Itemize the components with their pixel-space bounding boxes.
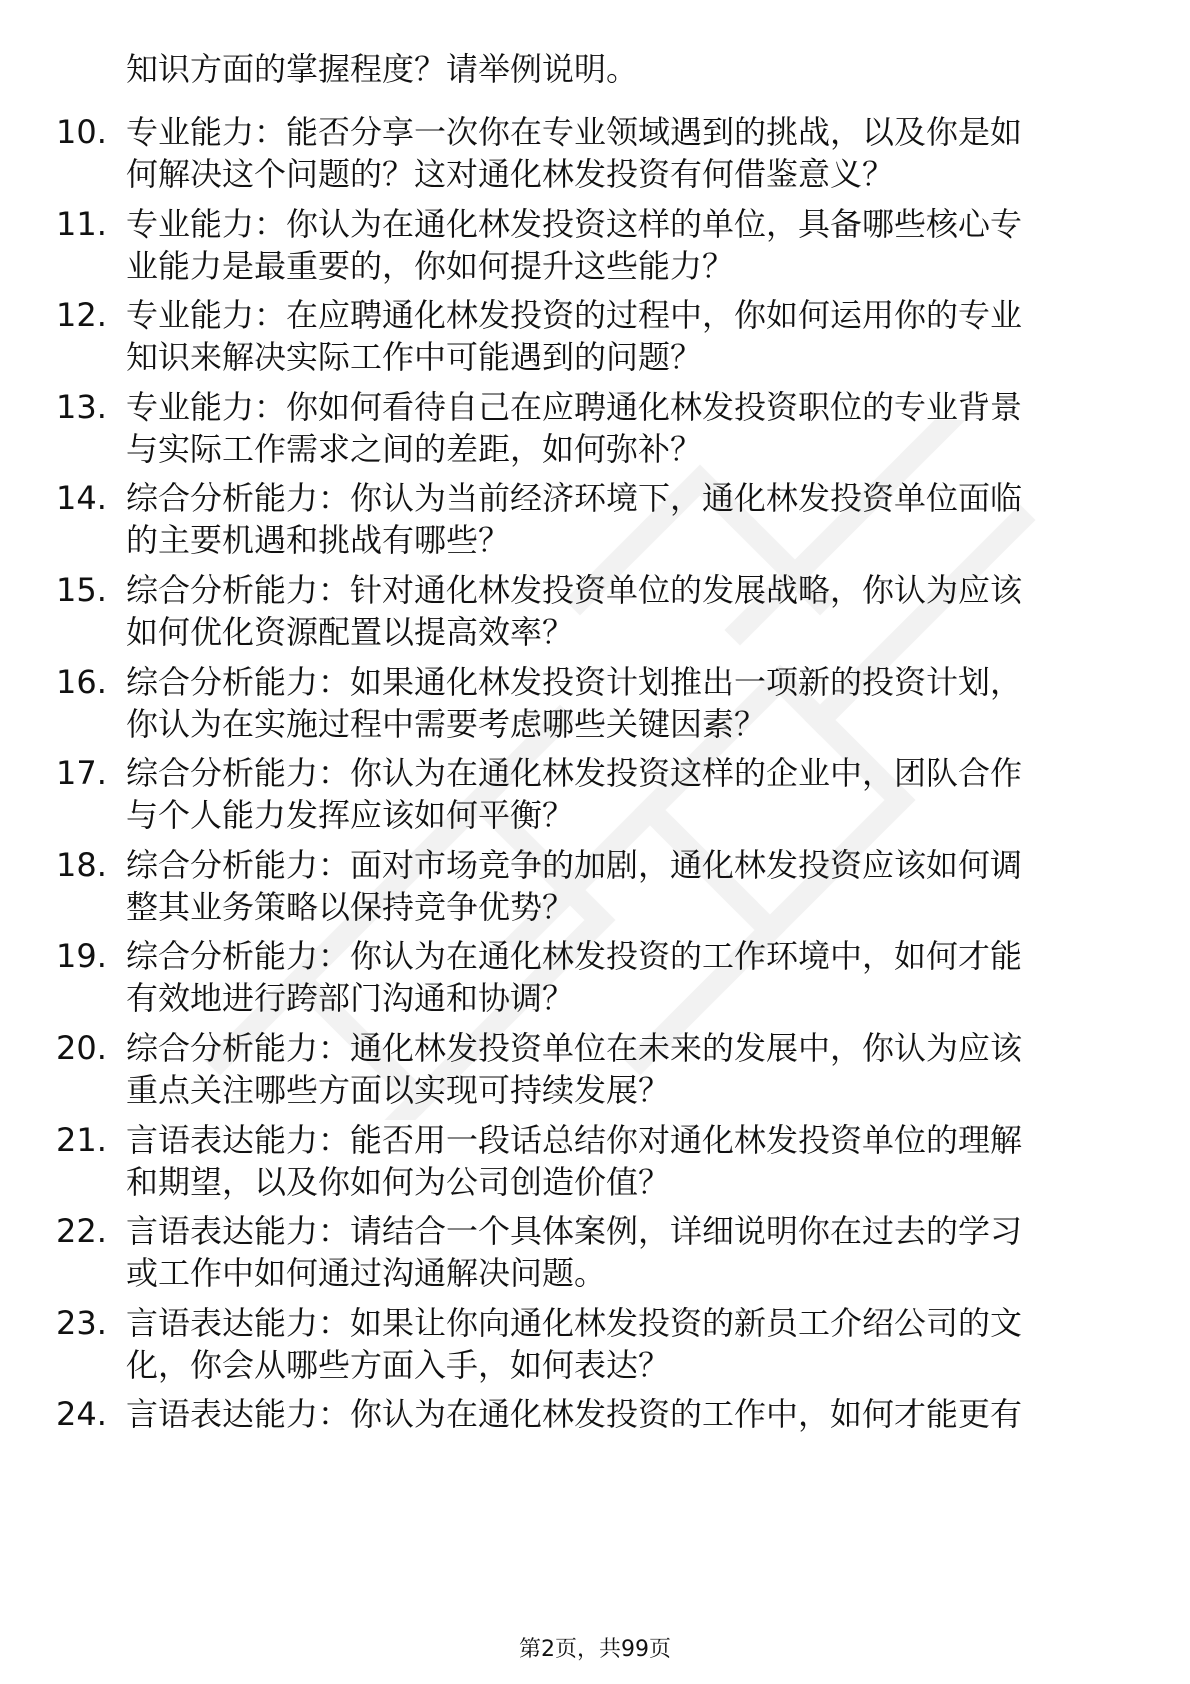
list-item [0, 932, 1190, 980]
list-item-continuation [0, 1158, 1190, 1206]
item-number: 22. [56, 1212, 107, 1250]
item-number: 19. [56, 937, 107, 975]
list-item [0, 108, 1190, 156]
list-item-continuation [0, 242, 1190, 290]
list-item [0, 1299, 1190, 1347]
list-item [0, 658, 1190, 706]
list-item-continuation [0, 1249, 1190, 1297]
item-text-line-2: 业能力是最重要的，你如何提升这些能力？ [126, 247, 735, 285]
list-item [0, 383, 1190, 431]
item-text-line-1: 专业能力：在应聘通化林发投资的过程中，你如何运用你的专业 [126, 296, 1023, 334]
list-item-continuation [0, 150, 1190, 198]
item-text-line-2: 整其业务策略以保持竞争优势？ [126, 888, 575, 926]
list-item-continuation [0, 516, 1190, 564]
item-number: 13. [56, 388, 107, 426]
item-text-line-2: 和期望，以及你如何为公司创造价值？ [126, 1163, 671, 1201]
list-item [0, 200, 1190, 248]
page-footer: 第2页，共99页 [519, 1637, 671, 1662]
list-item-continuation [0, 1341, 1190, 1389]
list-item [0, 749, 1190, 797]
item-text-line-2: 有效地进行跨部门沟通和协调？ [126, 979, 575, 1017]
item-text-line-1: 综合分析能力：针对通化林发投资单位的发展战略，你认为应该 [126, 571, 1023, 609]
item-number: 11. [56, 205, 107, 243]
item-number: 23. [56, 1304, 107, 1342]
continuation-text: 知识方面的掌握程度？请举例说明。 [126, 50, 639, 88]
item-text-line-2: 化，你会从哪些方面入手，如何表达？ [126, 1346, 671, 1384]
list-item [0, 1207, 1190, 1255]
item-text-line-1: 言语表达能力：请结合一个具体案例，详细说明你在过去的学习 [126, 1212, 1023, 1250]
item-number: 16. [56, 663, 107, 701]
item-text-line-1: 专业能力：你认为在通化林发投资这样的单位，具备哪些核心专 [126, 205, 1023, 243]
list-item-continuation [0, 700, 1190, 748]
item-number: 20. [56, 1029, 107, 1067]
item-text-line-2: 的主要机遇和挑战有哪些？ [126, 521, 511, 559]
item-text-line-1: 专业能力：你如何看待自己在应聘通化林发投资职位的专业背景 [126, 388, 1023, 426]
item-number: 12. [56, 296, 107, 334]
list-item-continuation [0, 791, 1190, 839]
item-text-line-1: 综合分析能力：你认为在通化林发投资这样的企业中，团队合作 [126, 754, 1023, 792]
item-text-line-2: 或工作中如何通过沟通解决问题。 [126, 1254, 607, 1292]
item-number: 24. [56, 1395, 107, 1433]
item-text-line-1: 综合分析能力：通化林发投资单位在未来的发展中，你认为应该 [126, 1029, 1023, 1067]
item-number: 15. [56, 571, 107, 609]
item-number: 21. [56, 1121, 107, 1159]
item-text-line-1: 专业能力：能否分享一次你在专业领域遇到的挑战，以及你是如 [126, 113, 1023, 151]
list-item-continuation [0, 974, 1190, 1022]
item-number: 18. [56, 846, 107, 884]
item-text-line-2: 重点关注哪些方面以实现可持续发展？ [126, 1071, 671, 1109]
item-text-line-1: 综合分析能力：你认为在通化林发投资的工作环境中，如何才能 [126, 937, 1023, 975]
list-item [0, 474, 1190, 522]
item-text-line-1: 言语表达能力：能否用一段话总结你对通化林发投资单位的理解 [126, 1121, 1023, 1159]
item-text-line-1: 综合分析能力：你认为当前经济环境下，通化林发投资单位面临 [126, 479, 1023, 517]
list-item-continuation [0, 425, 1190, 473]
list-item-continuation [0, 1066, 1190, 1114]
list-item-continuation [0, 608, 1190, 656]
list-item [0, 291, 1190, 339]
continuation-line [0, 45, 1190, 93]
item-number: 14. [56, 479, 107, 517]
item-text-line-2: 何解决这个问题的？这对通化林发投资有何借鉴意义？ [126, 155, 895, 193]
list-item [0, 1024, 1190, 1072]
item-text-line-1: 综合分析能力：面对市场竞争的加剧，通化林发投资应该如何调 [126, 846, 1023, 884]
item-text-line-1: 言语表达能力：如果让你向通化林发投资的新员工介绍公司的文 [126, 1304, 1023, 1342]
item-text-line-2: 你认为在实施过程中需要考虑哪些关键因素？ [126, 705, 767, 743]
list-item [0, 841, 1190, 889]
item-text-line-2: 与个人能力发挥应该如何平衡？ [126, 796, 575, 834]
list-item [0, 1116, 1190, 1164]
list-item-continuation [0, 883, 1190, 931]
item-number: 10. [56, 113, 107, 151]
item-text-line-2: 知识来解决实际工作中可能遇到的问题？ [126, 338, 703, 376]
list-item [0, 1390, 1190, 1438]
item-text-line-1: 言语表达能力：你认为在通化林发投资的工作中，如何才能更有 [126, 1395, 1023, 1433]
item-text-line-1: 综合分析能力：如果通化林发投资计划推出一项新的投资计划， [126, 663, 1023, 701]
item-text-line-2: 如何优化资源配置以提高效率？ [126, 613, 575, 651]
item-text-line-2: 与实际工作需求之间的差距，如何弥补？ [126, 430, 703, 468]
list-item [0, 566, 1190, 614]
item-number: 17. [56, 754, 107, 792]
list-item-continuation [0, 333, 1190, 381]
